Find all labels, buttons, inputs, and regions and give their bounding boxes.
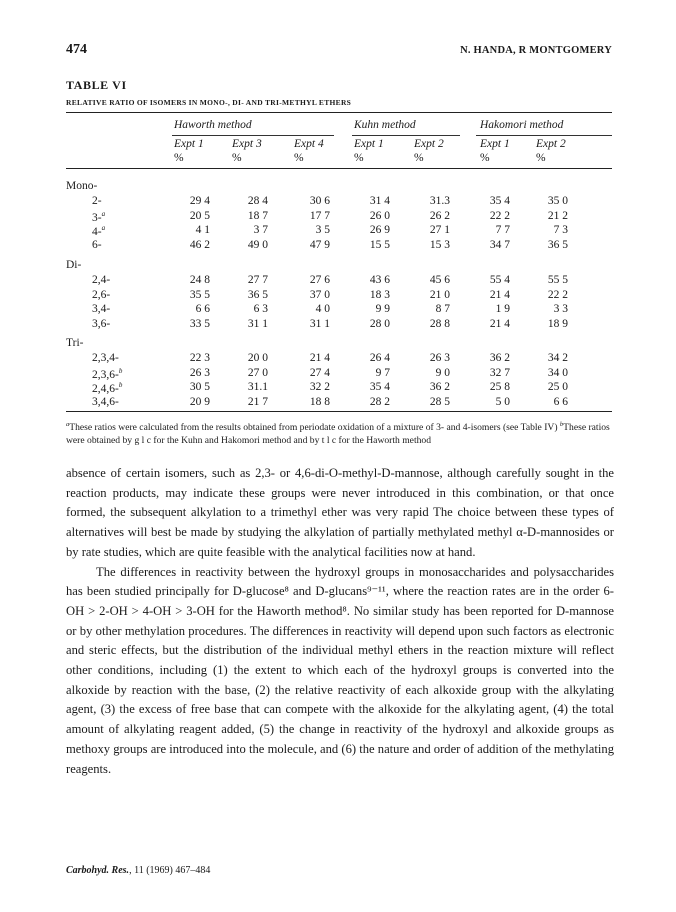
table-cell: 1 9	[495, 303, 510, 316]
table-cell: 33 5	[189, 317, 210, 330]
table-cell: 55 5	[547, 274, 568, 286]
method-rule-kuhn	[352, 135, 460, 136]
table-cell: 36 5	[247, 288, 268, 301]
table-footnote	[66, 418, 612, 447]
table-cell: 21 4	[309, 352, 330, 364]
table-cell: 30 6	[309, 195, 330, 207]
table-cell: 36 2	[489, 352, 510, 364]
table-cell: 27 0	[247, 366, 268, 379]
row-group-label: Tri-	[66, 337, 84, 349]
row-label	[92, 224, 105, 238]
page-header	[66, 42, 612, 58]
table-cell: 34 7	[489, 238, 510, 251]
row-label-text: 2,4-	[92, 274, 111, 286]
method-rule-hakomori	[476, 135, 612, 136]
journal-footer	[66, 865, 210, 876]
table-cell: 20 9	[189, 395, 210, 408]
table-cell: 35 4	[369, 381, 390, 394]
table-cell: 36 5	[547, 238, 568, 251]
row-label-text: 3,4-	[92, 303, 111, 316]
col-head: Expt 4	[294, 138, 324, 150]
table-cell: 31.3	[429, 195, 450, 207]
row-label-text: 3,4,6-	[92, 395, 119, 408]
row-group-label: Mono-	[66, 180, 98, 192]
page-number: 474	[66, 42, 87, 57]
table-cell: 34 2	[547, 352, 568, 364]
method-haworth: Haworth method	[174, 119, 252, 131]
table-cell: 6 6	[553, 395, 568, 408]
col-head: Expt 2	[414, 138, 444, 150]
table-cell: 47 9	[309, 238, 330, 251]
row-label	[92, 274, 110, 286]
table-cell: 26 2	[429, 209, 450, 222]
table-head-rule	[66, 168, 612, 169]
row-footnote-mark: b	[118, 381, 123, 390]
col-head: Expt 1	[354, 138, 384, 150]
table-cell: 49 0	[247, 238, 268, 251]
table-cell: 31 1	[247, 317, 268, 330]
table-title: RELATIVE RATIO OF ISOMERS IN MONO-, DI- AND TRI-METHYL ETHERS	[66, 98, 352, 107]
row-label-text: 2,6-	[92, 288, 111, 301]
table-cell: 18 3	[369, 288, 390, 301]
table-cell: 5 0	[495, 395, 510, 408]
table-cell: 45 6	[429, 274, 450, 286]
col-head: Expt 2	[536, 138, 566, 150]
table-cell: 34 0	[547, 366, 568, 379]
table-cell: 29 4	[189, 195, 210, 207]
col-head: Expt 1	[174, 138, 204, 150]
row-footnote-mark: b	[118, 366, 123, 375]
row-label-text: 3-	[92, 211, 102, 224]
table-cell: 3 7	[253, 224, 268, 237]
table-cell: 28 5	[429, 395, 450, 408]
row-footnote-mark: a	[101, 209, 106, 218]
row-group-label: Di-	[66, 259, 82, 271]
table-cell: 26 3	[429, 352, 450, 364]
row-footnote-mark: a	[101, 224, 106, 233]
row-label	[92, 318, 110, 330]
row-label	[92, 303, 110, 315]
table-cell: 17 7	[309, 209, 330, 222]
table-cell: 35 4	[489, 195, 510, 207]
table-cell: 9 7	[375, 366, 390, 379]
table-cell: 20 5	[189, 209, 210, 222]
table-cell: 25 0	[547, 381, 568, 394]
body-text	[66, 464, 614, 779]
table-cell: 18 9	[547, 317, 568, 330]
table-cell: 25 8	[489, 381, 510, 394]
table-cell: 28 2	[369, 395, 390, 408]
table-cell: 22 3	[189, 352, 210, 364]
row-label	[92, 367, 122, 381]
row-label	[92, 195, 102, 207]
table-cell: 8 7	[435, 303, 450, 316]
table-bottom-rule	[66, 411, 612, 412]
table-cell: 31 4	[369, 195, 390, 207]
table-cell: 28 8	[429, 317, 450, 330]
table-cell: 35 0	[547, 195, 568, 207]
table-cell: 22 2	[489, 209, 510, 222]
row-label	[92, 289, 110, 301]
table-cell: 20 0	[247, 352, 268, 364]
table-cell: 15 3	[429, 238, 450, 251]
col-unit: %	[354, 152, 364, 164]
row-label-text: 4-	[92, 226, 102, 239]
footnote-a-mark: a	[66, 421, 70, 428]
row-label	[92, 239, 102, 251]
col-unit: %	[232, 152, 242, 164]
table-cell: 18 8	[309, 395, 330, 408]
table-cell: 32 2	[309, 381, 330, 394]
footnote-a: These ratios were calculated from the results obtained from periodate oxidation of a mixture of 3- and 4-isomers (see Table IV)	[69, 422, 558, 434]
table-cell: 9 9	[375, 303, 390, 316]
row-label-text: 2-	[92, 195, 102, 207]
table-cell: 37 0	[309, 288, 330, 301]
table-cell: 21 7	[247, 395, 268, 408]
table-cell: 21 4	[489, 288, 510, 301]
table-cell: 32 7	[489, 366, 510, 379]
table-caption: TABLE VI	[66, 78, 127, 92]
table-cell: 22 2	[547, 288, 568, 301]
table-cell: 27 1	[429, 224, 450, 237]
row-label	[92, 352, 119, 364]
method-hakomori: Hakomori method	[480, 119, 564, 131]
table-cell: 24 8	[189, 274, 210, 286]
table-top-rule	[66, 112, 612, 113]
col-unit: %	[536, 152, 546, 164]
table-cell: 15 5	[369, 238, 390, 251]
paragraph: The differences in reactivity between the hydroxyl groups in monosaccharides and polysaccharides has been studied principally for D-glucose⁸ and D-glucans⁹⁻¹¹, where the reaction rates are in the order 6-OH > 2-OH > 4-OH > 3-OH for the Haworth method⁸. No similar study has been reported for D-mannose or by other methylation procedures. The differences in reactivity will depend upon such factors as electronic and steric effects, but the distribution of the individual methyl ethers in the reaction mixture will reflect other conditions, including (1) the extent to which each of the hydroxyl groups is converted into the alkoxide by reaction with the base, (2) the relative reactivity of each alkoxide group with the alkylating agent, (3) the excess of free base that can compete with the alkoxide for the alkylating agent, (4) the total amount of alkylating reagent added, (5) the change in reactivity of the hydroxyl and alkoxide groups as methoxy groups are introduced into the molecule, and (6) the nature and order of addition of the methylating reagents.	[66, 564, 614, 776]
table-cell: 26 4	[369, 352, 390, 364]
table-cell: 27 6	[309, 274, 330, 286]
table-cell: 28 4	[247, 195, 268, 207]
table-cell: 4 1	[195, 224, 210, 237]
table-cell: 26 3	[189, 366, 210, 379]
col-head: Expt 3	[232, 138, 262, 150]
table-cell: 26 0	[369, 209, 390, 222]
row-label	[92, 210, 105, 224]
row-label	[92, 396, 119, 408]
table-cell: 36 2	[429, 381, 450, 394]
table-cell: 30 5	[189, 381, 210, 394]
table-cell: 21 4	[489, 317, 510, 330]
table-cell: 18 7	[247, 209, 268, 222]
row-label-text: 6-	[92, 238, 102, 251]
col-head: Expt 1	[480, 138, 510, 150]
table-cell: 6 6	[195, 303, 210, 316]
method-rule-haworth	[172, 135, 334, 136]
table-cell: 21 2	[547, 209, 568, 222]
table-cell: 3 3	[553, 303, 568, 316]
running-head: N. HANDA, R MONTGOMERY	[460, 45, 612, 56]
table-cell: 6 3	[253, 303, 268, 316]
table-cell: 43 6	[369, 274, 390, 286]
table-cell: 27 4	[309, 366, 330, 379]
table-cell: 21 0	[429, 288, 450, 301]
footnote-b-mark: b	[559, 421, 564, 428]
row-label-text: 2,3,6-	[92, 368, 119, 381]
table-cell: 27 7	[247, 274, 268, 286]
journal-citation: , 11 (1969) 467–484	[129, 865, 211, 876]
col-unit: %	[174, 152, 184, 164]
table-cell: 46 2	[189, 238, 210, 251]
row-label-text: 2,3,4-	[92, 352, 119, 364]
table-cell: 35 5	[189, 288, 210, 301]
paragraph: absence of certain isomers, such as 2,3- or 4,6-di-O-methyl-D-mannose, although carefully sought in the reaction products, may indicate these groups were never introduced in this combination, or that once formed, the subsequent alkylation to a trimethyl ether was very rapid The choice between these types of alternatives will best be made by studying the alkylation of partially methylated methyl α-D-mannosides or by rate studies, which are quite feasible with the analytical facilities now at hand.	[66, 466, 614, 559]
table-cell: 26 9	[369, 224, 390, 237]
table-cell: 3 5	[315, 224, 330, 237]
table-cell: 4 0	[315, 303, 330, 316]
row-label-text: 2,4,6-	[92, 383, 119, 396]
table-cell: 9 0	[435, 366, 450, 379]
table-cell: 55 4	[489, 274, 510, 286]
col-unit: %	[414, 152, 424, 164]
method-kuhn: Kuhn method	[354, 119, 416, 131]
table-cell: 28 0	[369, 317, 390, 330]
footnote-b: These ratios were obtained by g l c for the Kuhn and Hakomori method and by t l c for the Haworth method	[66, 422, 610, 447]
col-unit: %	[294, 152, 304, 164]
table-cell: 31.1	[247, 381, 268, 394]
journal-name: Carbohyd. Res.	[66, 865, 130, 876]
row-label-text: 3,6-	[92, 317, 111, 330]
table-cell: 7 3	[553, 224, 568, 237]
table-cell: 31 1	[309, 317, 330, 330]
table-cell: 7 7	[495, 224, 510, 237]
col-unit: %	[480, 152, 490, 164]
row-label	[92, 381, 122, 395]
